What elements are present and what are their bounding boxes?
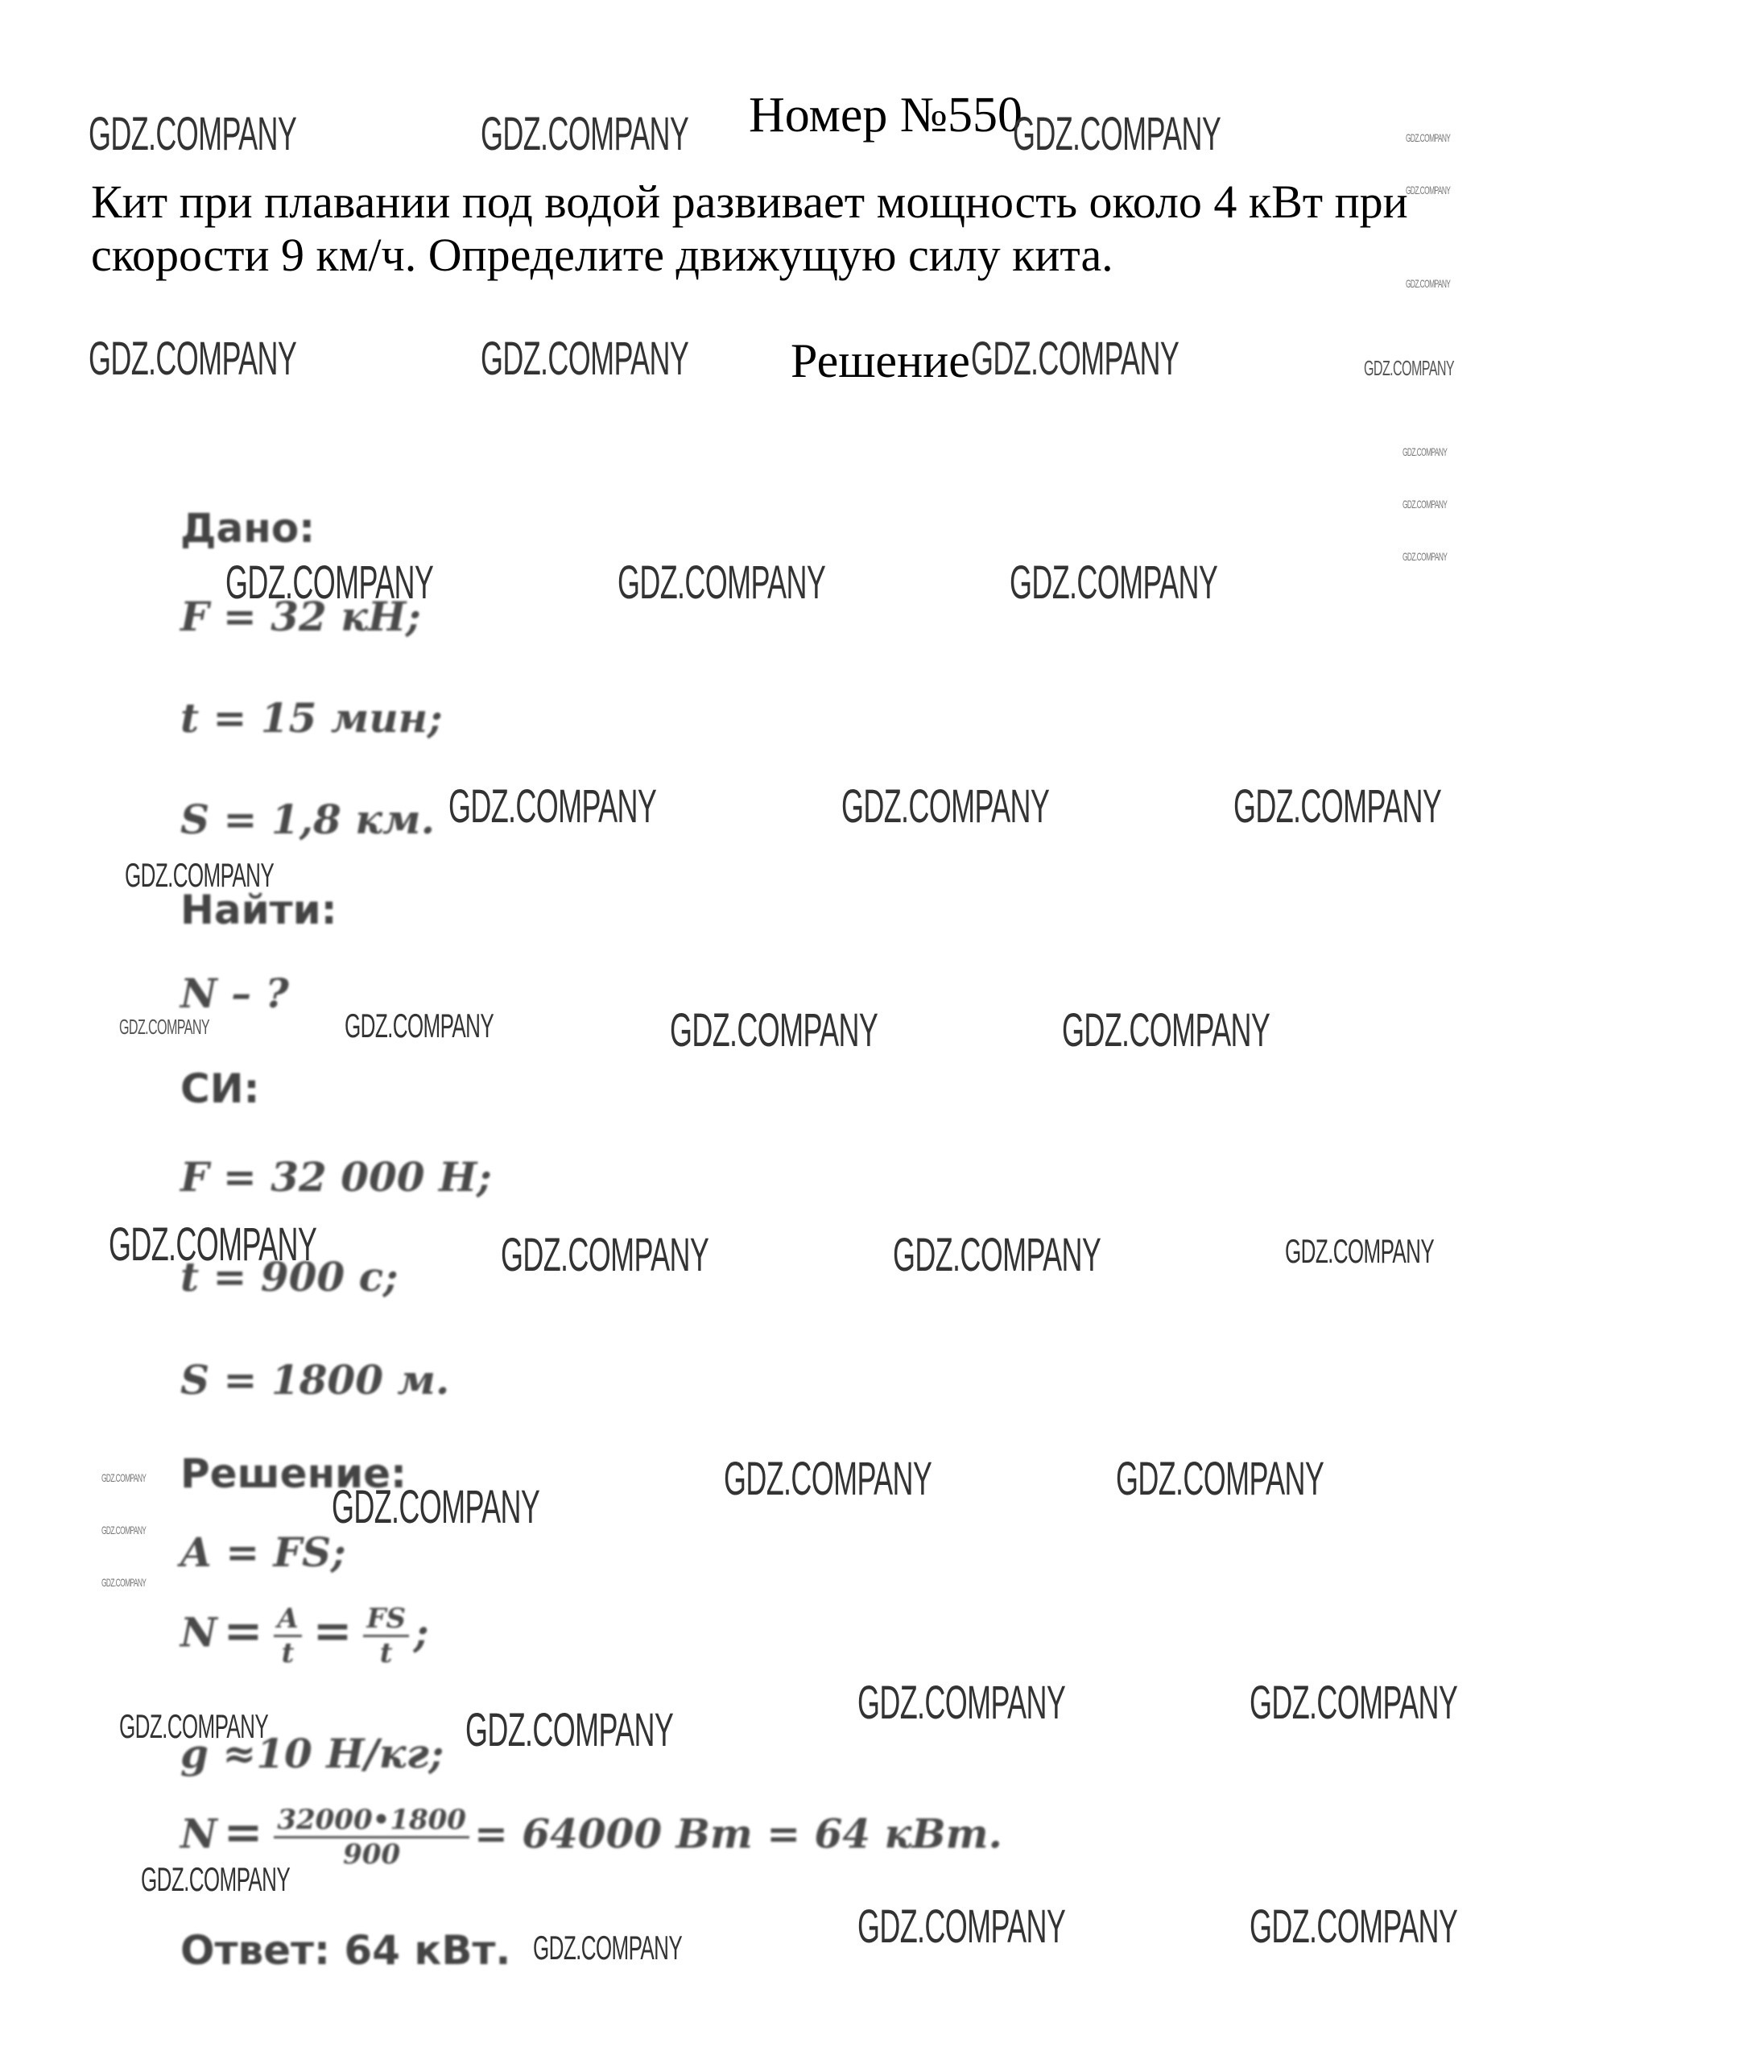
- eq2-left: N: [180, 1608, 217, 1656]
- watermark: GDZ.COMPANY: [101, 1471, 147, 1484]
- eq2-fraction-1: $\frac{A}{t}$: [274, 1603, 301, 1669]
- watermark: GDZ.COMPANY: [101, 1524, 147, 1536]
- watermark: GDZ.COMPANY: [1250, 1900, 1458, 1953]
- watermark: GDZ.COMPANY: [1406, 184, 1451, 196]
- si-time: t = 900 с;: [180, 1253, 399, 1301]
- watermark: GDZ.COMPANY: [618, 556, 826, 609]
- watermark: GDZ.COMPANY: [533, 1929, 683, 1967]
- watermark: GDZ.COMPANY: [89, 108, 297, 160]
- watermark: GDZ.COMPANY: [345, 1007, 494, 1044]
- watermark: GDZ.COMPANY: [1062, 1004, 1270, 1057]
- watermark: GDZ.COMPANY: [332, 1481, 540, 1533]
- si-distance: S = 1800 м.: [180, 1356, 450, 1404]
- given-distance: S = 1,8 км.: [180, 796, 435, 843]
- watermark: GDZ.COMPANY: [857, 1900, 1066, 1953]
- watermark: GDZ.COMPANY: [1406, 131, 1451, 144]
- watermark: GDZ.COMPANY: [89, 333, 297, 385]
- si-force: F = 32 000 Н;: [180, 1153, 492, 1201]
- given-time: t = 15 мин;: [180, 694, 443, 742]
- find-power: N – ?: [180, 970, 289, 1017]
- watermark: GDZ.COMPANY: [141, 1860, 291, 1898]
- equation-power: N = $\frac{A}{t}$ = $\frac{FS}{t}$ ;: [180, 1603, 429, 1669]
- watermark: GDZ.COMPANY: [1403, 550, 1448, 563]
- watermark: GDZ.COMPANY: [109, 1218, 317, 1271]
- problem-statement: [91, 176, 1524, 282]
- watermark: GDZ.COMPANY: [893, 1229, 1101, 1281]
- watermark: GDZ.COMPANY: [1233, 780, 1442, 833]
- solve-label: Решение:: [180, 1450, 407, 1497]
- si-label: СИ:: [180, 1065, 260, 1112]
- watermark: GDZ.COMPANY: [125, 856, 275, 894]
- watermark: GDZ.COMPANY: [1364, 356, 1454, 380]
- watermark: GDZ.COMPANY: [1010, 556, 1218, 609]
- watermark: GDZ.COMPANY: [465, 1704, 674, 1756]
- equation-work: A = FS;: [180, 1528, 346, 1576]
- given-force: F = 32 кН;: [180, 593, 421, 640]
- eq2-fraction-2: $\frac{FS}{t}$: [363, 1603, 409, 1669]
- eq4-right: = 64000 Вт = 64 кВт.: [473, 1809, 1002, 1858]
- watermark: GDZ.COMPANY: [857, 1677, 1066, 1729]
- watermark: GDZ.COMPANY: [1403, 445, 1448, 458]
- watermark: GDZ.COMPANY: [1285, 1232, 1435, 1270]
- problem-line-1: Кит при плавании под водой развивает мощность около 4 кВт при: [91, 176, 1408, 228]
- watermark: GDZ.COMPANY: [225, 556, 434, 609]
- watermark: GDZ.COMPANY: [119, 1707, 269, 1745]
- eq4-left: N: [180, 1809, 217, 1858]
- watermark: GDZ.COMPANY: [1250, 1677, 1458, 1729]
- problem-number-title: Номер №550: [749, 88, 1023, 143]
- watermark: GDZ.COMPANY: [670, 1004, 878, 1057]
- watermark: GDZ.COMPANY: [119, 1015, 209, 1039]
- watermark: GDZ.COMPANY: [448, 780, 657, 833]
- watermark: GDZ.COMPANY: [1116, 1453, 1324, 1505]
- eq4-fraction: $\frac{32000•1800}{900}$: [274, 1804, 469, 1871]
- watermark: GDZ.COMPANY: [481, 333, 689, 385]
- given-label: Дано:: [180, 505, 316, 552]
- watermark: GDZ.COMPANY: [724, 1453, 932, 1505]
- watermark: GDZ.COMPANY: [501, 1229, 709, 1281]
- watermark: GDZ.COMPANY: [481, 108, 689, 160]
- equation-gravity: g ≈10 Н/кг;: [180, 1730, 444, 1777]
- watermark: GDZ.COMPANY: [101, 1576, 147, 1589]
- answer: Ответ: 64 кВт.: [180, 1927, 511, 1974]
- equation-result: N = $\frac{32000•1800}{900}$ = 64000 Вт = 64 кВт.: [180, 1804, 1002, 1871]
- problem-line-2: скорости 9 км/ч. Определите движущую силу кита.: [91, 229, 1113, 281]
- watermark: GDZ.COMPANY: [971, 333, 1179, 385]
- watermark: GDZ.COMPANY: [1403, 498, 1448, 511]
- find-label: Найти:: [180, 887, 337, 933]
- watermark: GDZ.COMPANY: [841, 780, 1050, 833]
- watermark: GDZ.COMPANY: [1406, 277, 1451, 290]
- watermark: GDZ.COMPANY: [1013, 108, 1221, 160]
- solution-heading: Решение: [791, 334, 970, 387]
